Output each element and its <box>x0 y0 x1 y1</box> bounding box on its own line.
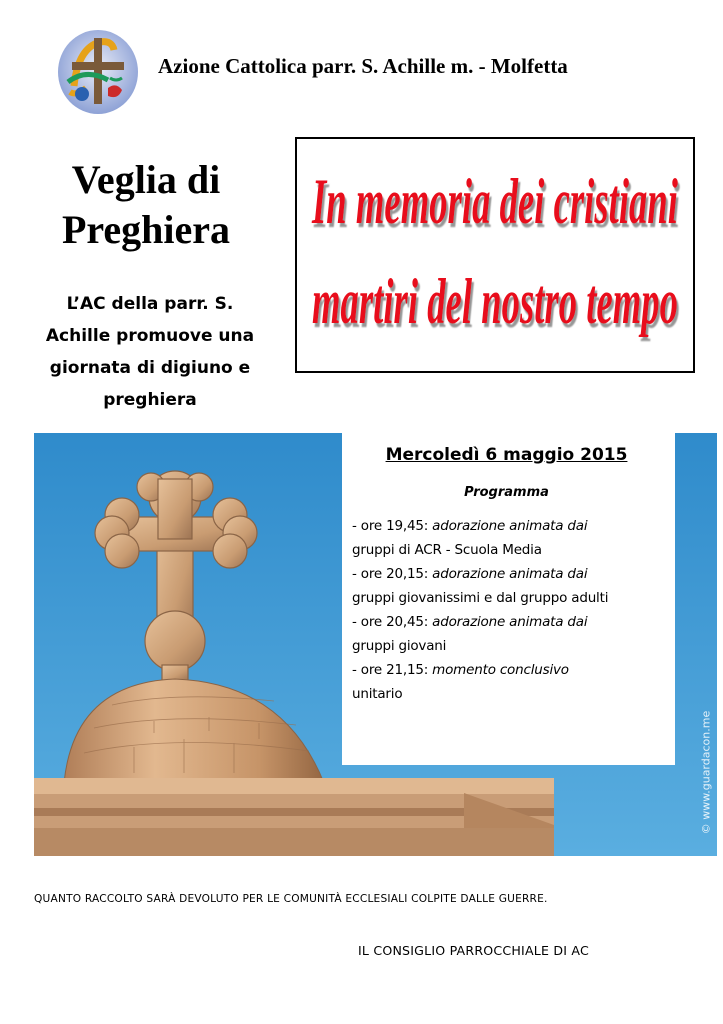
photo-watermark <box>693 700 713 856</box>
program-heading: Programma <box>464 485 549 500</box>
org-title: Azione Cattolica parr. S. Achille m. - Molfetta <box>158 54 568 78</box>
intro-line3: giornata di digiuno e <box>49 358 251 378</box>
program-item-desc-cont: gruppi giovanissimi e dal gruppo adulti <box>352 590 609 606</box>
memoria-title-box <box>295 137 695 373</box>
program-item-time: - ore 20,15: <box>352 566 429 582</box>
memoria-line2: martiri del nostro tempo <box>312 266 678 338</box>
program-item-desc: adorazione animata dai <box>432 518 588 534</box>
event-title-line1: Veglia di <box>71 157 221 202</box>
program-item-time: - ore 21,15: <box>352 662 429 678</box>
program-item <box>352 658 661 682</box>
program-panel <box>342 433 675 765</box>
event-intro <box>22 288 278 416</box>
program-item-desc: adorazione animata dai <box>432 614 588 630</box>
cross-emblem-icon <box>52 28 144 116</box>
intro-line4: preghiera <box>103 390 197 410</box>
intro-line2: Achille promuove una <box>45 326 255 346</box>
program-item-desc: momento conclusivo <box>432 662 569 678</box>
event-title-line2: Preghiera <box>61 207 231 252</box>
program-item-desc: adorazione animata dai <box>432 566 588 582</box>
signature: IL CONSIGLIO PARROCCHIALE DI AC <box>358 943 589 958</box>
program-item-time: - ore 20,45: <box>352 614 429 630</box>
donation-note: QUANTO RACCOLTO SARÀ DEVOLUTO PER LE COMUNITÀ ECCLESIALI COLPITE DALLE GUERRE. <box>34 893 548 905</box>
event-date: Mercoledì 6 maggio 2015 <box>385 445 628 465</box>
program-item-time: - ore 19,45: <box>352 518 429 534</box>
event-title <box>22 155 270 255</box>
program-item-desc-cont: gruppi giovani <box>352 638 447 654</box>
program-item-desc-cont: gruppi di ACR - Scuola Media <box>352 542 542 558</box>
intro-line1: L’AC della parr. S. <box>66 294 234 314</box>
memoria-line1: In memoria dei cristiani <box>311 166 679 238</box>
watermark-text: © www.guardacon.me <box>699 710 713 835</box>
program-list <box>352 514 661 706</box>
program-item <box>352 514 661 538</box>
program-item-desc-cont: unitario <box>352 686 403 702</box>
program-item <box>352 562 661 586</box>
program-item <box>352 610 661 634</box>
org-logo <box>52 28 144 116</box>
